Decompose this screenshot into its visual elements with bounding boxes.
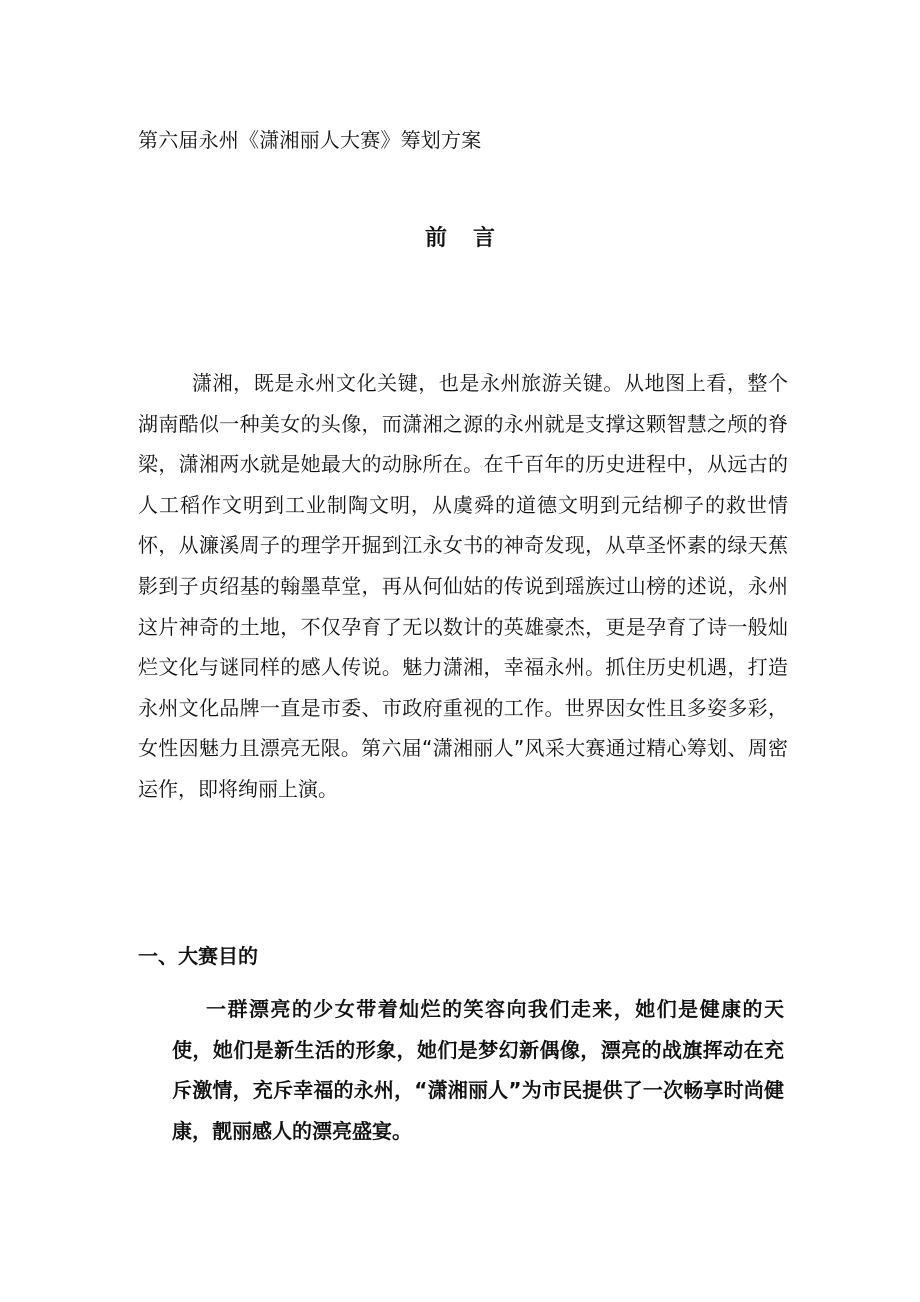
preface-heading	[0, 225, 920, 253]
section-heading-purpose: 一、大赛目的	[138, 944, 258, 968]
preface-heading-char-1: 前	[424, 226, 447, 251]
document-title: 第六届永州《潇湘丽人大赛》筹划方案	[138, 128, 482, 152]
preface-heading-char-2: 言	[473, 226, 496, 251]
preface-paragraph: 潇湘，既是永州文化关键，也是永州旅游关键。从地图上看，整个湖南酷似一种美女的头像，而潇湘之源的永州就是支撑这颗智慧之颅的脊梁，潇湘两水就是她最大的动脉所在。在千百年的历史进程中，从远古的人工稻作文明到工业制陶文明，从虞舜的道德文明到元结柳子的救世情怀，从濂溪周子的理学开掘到江永女书的神奇发现，从草圣怀素的绿天蕉影到子贞绍基的翰墨草堂，再从何仙姑的传说到瑶族过山榜的述说，永州这片神奇的土地，不仅孕育了无以数计的英雄豪杰，更是孕育了诗一般灿烂文化与谜同样的感人传说。魅力潇湘，幸福永州。抓住历史机遇，打造永州文化品牌一直是市委、市政府重视的工作。世界因女性且多姿多彩，女性因魅力且漂亮无限。第六届“潇湘丽人”风采大赛通过精心筹划、周密运作，即将绚丽上演。	[138, 371, 788, 801]
section-paragraph-purpose: 一群漂亮的少女带着灿烂的笑容向我们走来，她们是健康的天使，她们是新生活的形象，她们是梦幻新偶像，漂亮的战旗挥动在充斥激情，充斥幸福的永州，“潇湘丽人”为市民提供了一次畅享时尚健康，靓丽感人的漂亮盛宴。	[172, 997, 784, 1143]
